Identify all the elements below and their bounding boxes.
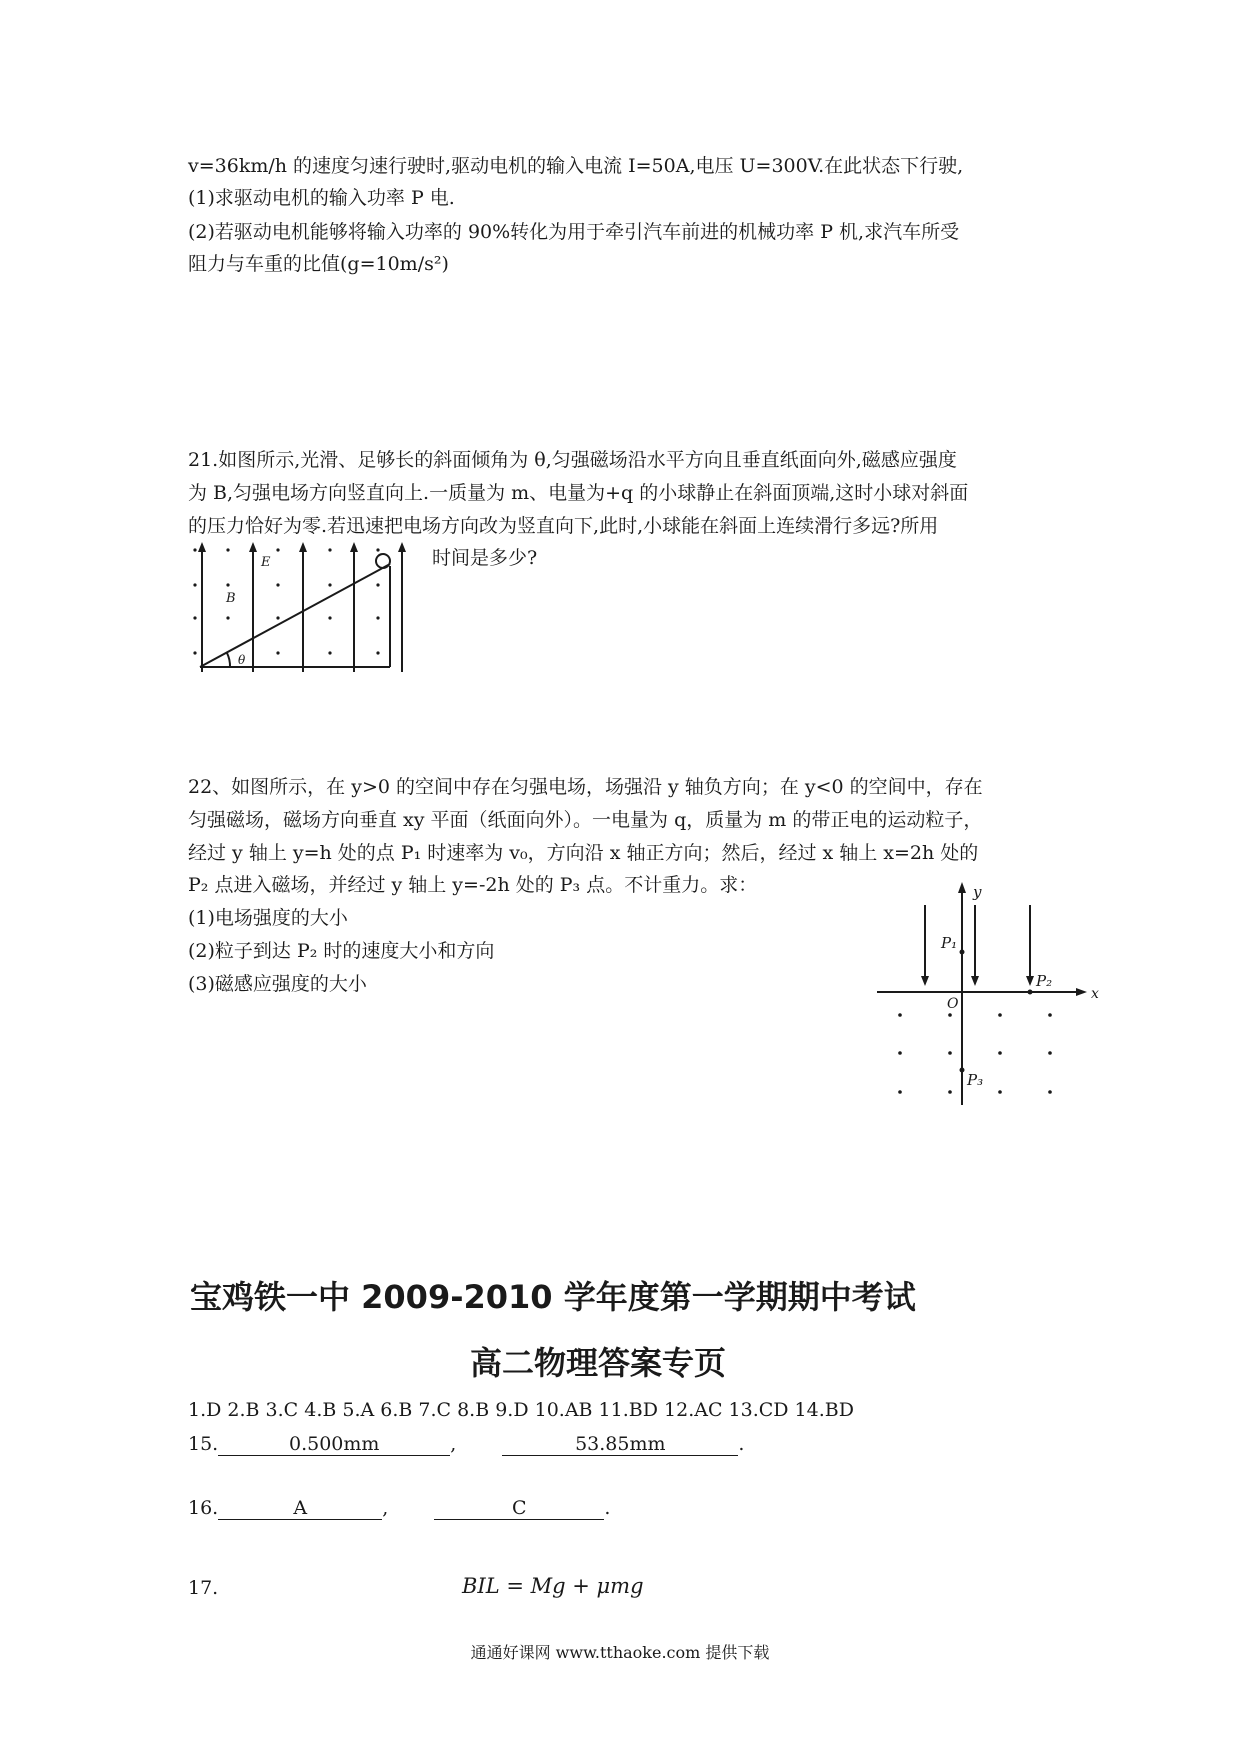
label-b: B bbox=[226, 591, 236, 606]
label-e: E bbox=[261, 555, 271, 570]
q21-line-3: 的压力恰好为零.若迅速把电场方向改为竖直向下,此时,小球能在斜面上连续滑行多远?所用 bbox=[188, 515, 939, 537]
q15-blank-b: 53.85mm bbox=[502, 1433, 738, 1456]
q17-formula: BIL = Mg + μmg bbox=[462, 1574, 644, 1598]
b-field-dots bbox=[193, 548, 379, 654]
label-theta: θ bbox=[238, 653, 246, 667]
point-p2 bbox=[1028, 990, 1033, 995]
incline-slope bbox=[200, 564, 390, 667]
q22-line-2: 匀强磁场，磁场方向垂直 xy 平面（纸面向外）。一电量为 q，质量为 m 的带正电的运动粒子， bbox=[188, 809, 983, 831]
q15-answer: 15. 0.500mm , 53.85mm . bbox=[188, 1433, 745, 1455]
label-p2: P₂ bbox=[1036, 972, 1053, 990]
q21-line-2: 为 B,匀强电场方向竖直向上.一质量为 m、电量为+q 的小球静止在斜面顶端,这时小球对斜面 bbox=[188, 482, 969, 504]
q22-line-1: 22、如图所示，在 y>0 的空间中存在匀强电场，场强沿 y 轴负方向；在 y<0 的空间中，存在 bbox=[188, 776, 983, 798]
q20-line-3: (2)若驱动电机能够将输入功率的 90%转化为用于牵引汽车前进的机械功率 P 机,求汽车所受 bbox=[188, 221, 960, 243]
q16-blank-b: C bbox=[434, 1497, 604, 1520]
q22-line-4: P₂ 点进入磁场，并经过 y 轴上 y=-2h 处的 P₃ 点。不计重力。求： bbox=[188, 874, 758, 896]
label-x: x bbox=[1091, 986, 1099, 1002]
answer-sheet-subtitle: 高二物理答案专页 bbox=[470, 1344, 727, 1382]
label-y: y bbox=[973, 883, 982, 901]
label-p3: P₃ bbox=[967, 1071, 984, 1089]
answer-sheet-title: 宝鸡铁一中 2009-2010 学年度第一学期期中考试 bbox=[190, 1278, 916, 1316]
q15-number: 15. bbox=[188, 1433, 219, 1455]
q22-line-3: 经过 y 轴上 y=h 处的点 P₁ 时速率为 v₀，方向沿 x 轴正方向；然后，经过 x 轴上 x=2h 处的 bbox=[188, 842, 979, 864]
page-footer: 通通好课网 www.tthaoke.com 提供下载 bbox=[470, 1643, 770, 1662]
point-p1 bbox=[960, 950, 965, 955]
label-origin: O bbox=[947, 996, 959, 1012]
q17-number: 17. bbox=[188, 1577, 219, 1599]
mc-answers: 1.D 2.B 3.C 4.B 5.A 6.B 7.C 8.B 9.D 10.AB 11.BD 12.AC 13.CD 14.BD bbox=[188, 1399, 854, 1421]
q20-line-4: 阻力与车重的比值(g=10m/s²) bbox=[188, 253, 449, 275]
q15-blank-a: 0.500mm bbox=[218, 1433, 450, 1456]
q21-line-4: 时间是多少? bbox=[432, 547, 538, 569]
q16-number: 16. bbox=[188, 1497, 219, 1519]
q16-answer: 16. A , C . bbox=[188, 1497, 611, 1519]
q22-axes-figure bbox=[875, 880, 1105, 1120]
q22-line-6: (2)粒子到达 P₂ 时的速度大小和方向 bbox=[188, 940, 495, 962]
label-p1: P₁ bbox=[941, 934, 958, 952]
q21-incline-figure bbox=[190, 540, 415, 680]
point-p3 bbox=[960, 1068, 965, 1073]
charged-ball bbox=[376, 554, 390, 568]
q22-line-5: (1)电场强度的大小 bbox=[188, 907, 348, 929]
q21-line-1: 21.如图所示,光滑、足够长的斜面倾角为 θ,匀强磁场沿水平方向且垂直纸面向外,磁感应强度 bbox=[188, 449, 957, 471]
q20-line-2: (1)求驱动电机的输入功率 P 电. bbox=[188, 187, 455, 209]
q22-line-7: (3)磁感应强度的大小 bbox=[188, 973, 367, 995]
q20-line-1: v=36km/h 的速度匀速行驶时,驱动电机的输入电流 I=50A,电压 U=300V.在此状态下行驶, bbox=[188, 155, 964, 177]
angle-arc bbox=[227, 653, 230, 667]
q16-blank-a: A bbox=[218, 1497, 382, 1520]
